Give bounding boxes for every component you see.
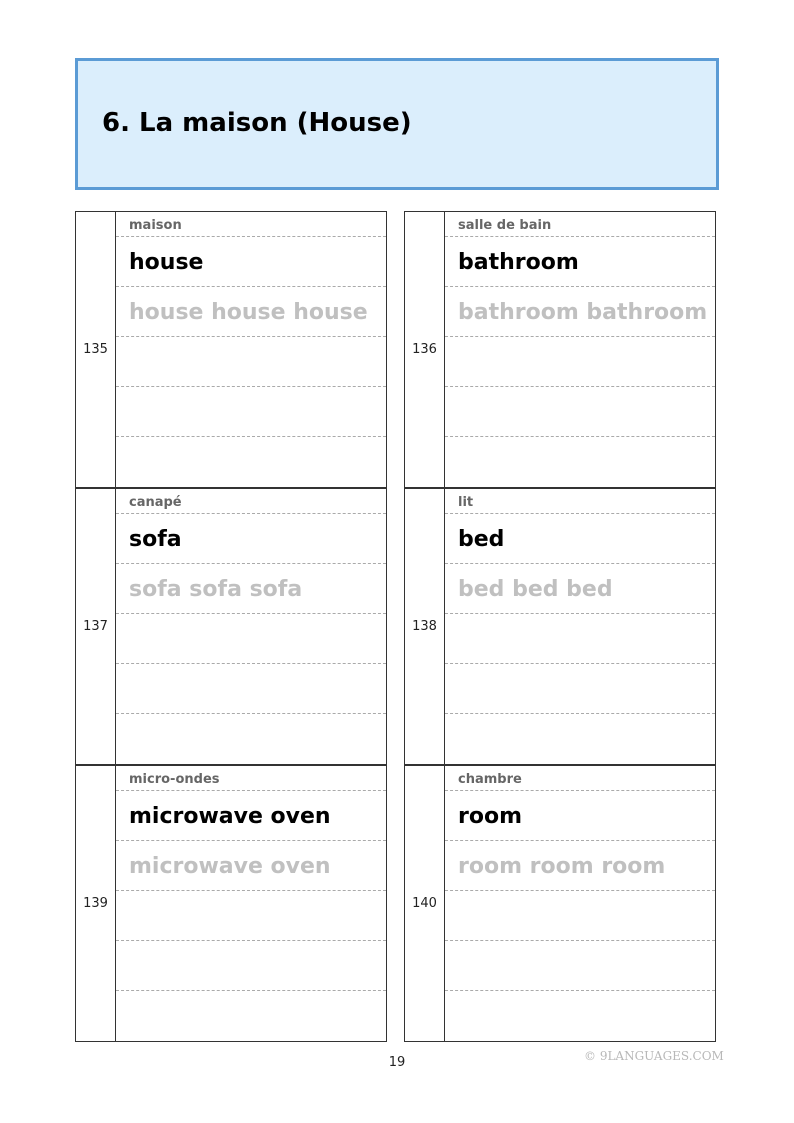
number-column bbox=[405, 489, 445, 764]
french-word: maison bbox=[116, 212, 386, 237]
practice-line[interactable] bbox=[445, 714, 715, 764]
practice-line[interactable] bbox=[116, 664, 386, 714]
practice-line[interactable] bbox=[445, 437, 715, 487]
english-word: bed bbox=[445, 514, 715, 564]
number-column bbox=[76, 489, 116, 764]
english-word: microwave oven bbox=[116, 791, 386, 841]
card-number: 138 bbox=[412, 619, 437, 634]
trace-line: bed bed bed bbox=[445, 564, 715, 614]
french-word: canapé bbox=[116, 489, 386, 514]
number-column bbox=[76, 212, 116, 487]
trace-line: sofa sofa sofa bbox=[116, 564, 386, 614]
page-number: 19 bbox=[388, 1055, 406, 1070]
trace-line: microwave oven bbox=[116, 841, 386, 891]
title-box bbox=[75, 58, 719, 190]
trace-line: room room room bbox=[445, 841, 715, 891]
french-word: micro-ondes bbox=[116, 766, 386, 791]
card-number: 136 bbox=[412, 342, 437, 357]
vocab-card bbox=[75, 488, 387, 765]
practice-line[interactable] bbox=[116, 891, 386, 941]
practice-line[interactable] bbox=[445, 891, 715, 941]
number-column bbox=[405, 212, 445, 487]
french-word: chambre bbox=[445, 766, 715, 791]
practice-line[interactable] bbox=[445, 337, 715, 387]
practice-line[interactable] bbox=[445, 941, 715, 991]
english-word: room bbox=[445, 791, 715, 841]
card-number: 135 bbox=[83, 342, 108, 357]
practice-line[interactable] bbox=[445, 664, 715, 714]
practice-line[interactable] bbox=[116, 941, 386, 991]
page-title: 6. La maison (House) bbox=[102, 108, 412, 138]
practice-line[interactable] bbox=[116, 614, 386, 664]
practice-line[interactable] bbox=[445, 387, 715, 437]
number-column bbox=[405, 766, 445, 1041]
trace-line: bathroom bathroom bbox=[445, 287, 715, 337]
trace-line: house house house bbox=[116, 287, 386, 337]
english-word: sofa bbox=[116, 514, 386, 564]
vocab-card bbox=[75, 765, 387, 1042]
card-number: 140 bbox=[412, 896, 437, 911]
practice-line[interactable] bbox=[116, 387, 386, 437]
practice-line[interactable] bbox=[445, 991, 715, 1041]
vocab-card bbox=[404, 211, 716, 488]
english-word: bathroom bbox=[445, 237, 715, 287]
french-word: lit bbox=[445, 489, 715, 514]
number-column bbox=[76, 766, 116, 1041]
english-word: house bbox=[116, 237, 386, 287]
practice-line[interactable] bbox=[116, 337, 386, 387]
french-word: salle de bain bbox=[445, 212, 715, 237]
practice-line[interactable] bbox=[116, 714, 386, 764]
card-number: 137 bbox=[83, 619, 108, 634]
vocab-card bbox=[75, 211, 387, 488]
vocab-card bbox=[404, 488, 716, 765]
practice-line[interactable] bbox=[445, 614, 715, 664]
card-number: 139 bbox=[83, 896, 108, 911]
vocab-card bbox=[404, 765, 716, 1042]
practice-line[interactable] bbox=[116, 991, 386, 1041]
copyright-watermark: © 9LANGUAGES.COM bbox=[584, 1049, 724, 1063]
practice-line[interactable] bbox=[116, 437, 386, 487]
